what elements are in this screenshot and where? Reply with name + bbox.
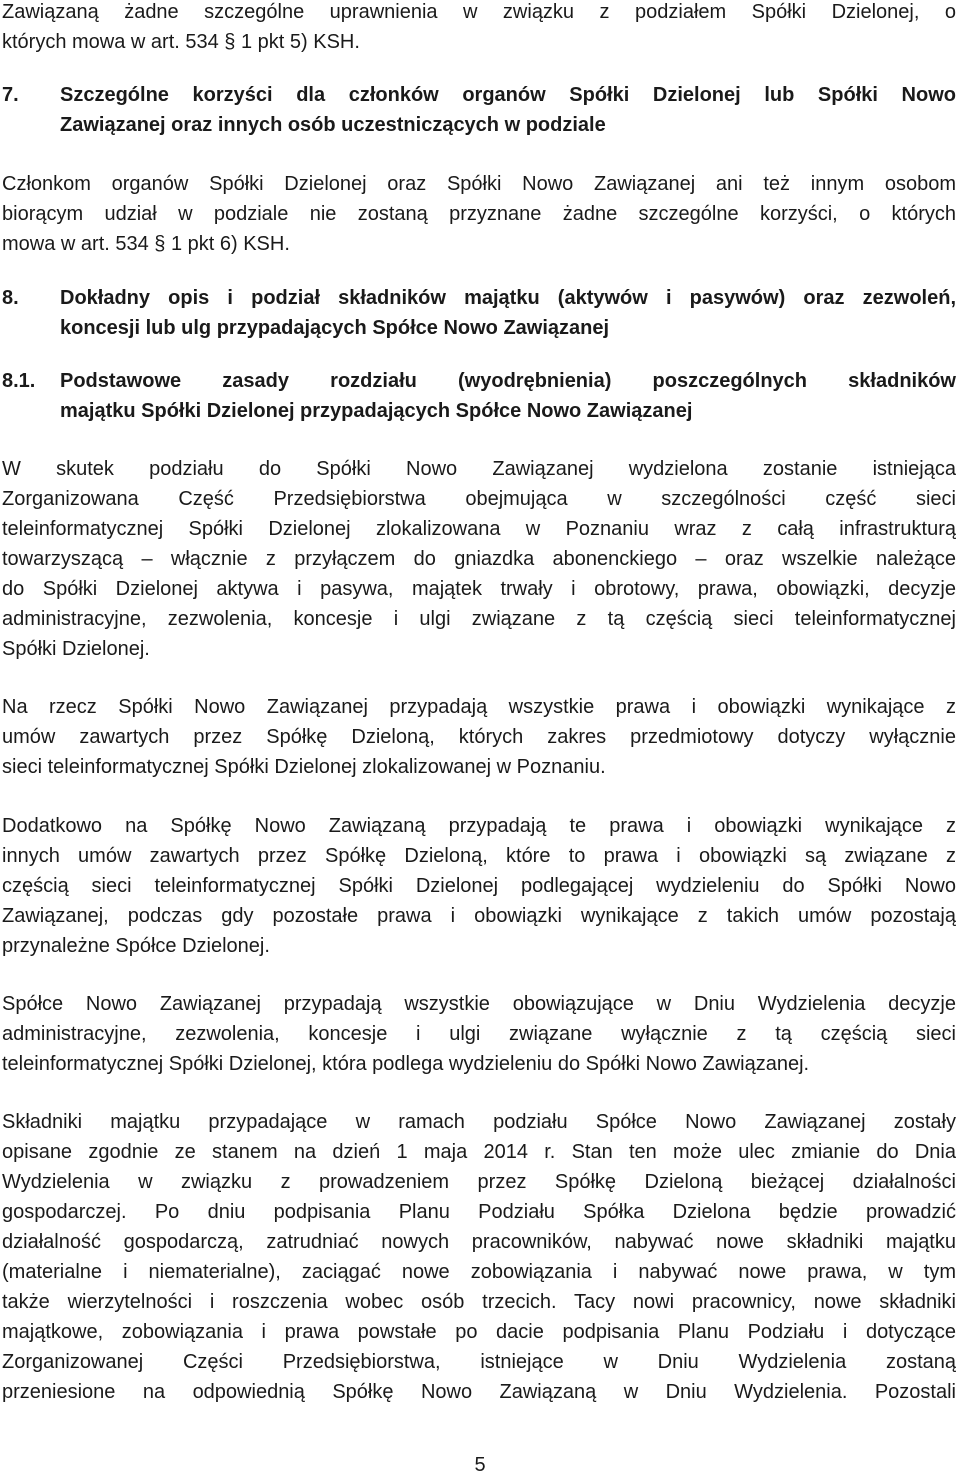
text-line: Na rzecz Spółki Nowo Zawiązanej przypadają wszystkie prawa i obowiązki wynikające z <box>2 696 956 718</box>
text-line: Wydzielenia w związku z prowadzeniem przez Spółkę Dzieloną bieżącej działalności <box>2 1171 956 1193</box>
text-line: Spółki Dzielonej. <box>2 638 150 660</box>
text-line: sieci teleinformatycznej Spółki Dzielonej zlokalizowanej w Poznaniu. <box>2 756 606 778</box>
text-line: Członkom organów Spółki Dzielonej oraz Spółki Nowo Zawiązanej ani też innym osobom <box>2 173 956 195</box>
text-line: innych umów zawartych przez Spółkę Dzieloną, które to prawa i obowiązki są związane z <box>2 845 956 867</box>
section-heading: koncesji lub ulg przypadających Spółce Nowo Zawiązanej <box>60 317 610 339</box>
page-number: 5 <box>474 1454 486 1476</box>
section-heading: Dokładny opis i podział składników majątku (aktywów i pasywów) oraz zezwoleń, <box>60 287 956 309</box>
text-line: do Spółki Dzielonej aktywa i pasywa, majątek trwały i obrotowy, prawa, obowiązki, decyzje <box>2 578 956 600</box>
text-line: teleinformatycznej Spółki Dzielonej zlokalizowana w Poznaniu wraz z całą infrastrukturą <box>2 518 956 540</box>
text-line: przeniesione na odpowiednią Spółkę Nowo Zawiązaną w Dniu Wydzielenia. Pozostali <box>2 1381 956 1403</box>
text-line: biorącym udział w podziale nie zostaną przyznane żadne szczególne korzyści, o których <box>2 203 956 225</box>
text-line: przynależne Spółce Dzielonej. <box>2 935 270 957</box>
text-line: częścią sieci teleinformatycznej Spółki Dzielonej podlegającej wydzieleniu do Spółki Nowo <box>2 875 956 897</box>
text-line: W skutek podziału do Spółki Nowo Zawiązanej wydzielona zostanie istniejąca <box>2 458 956 480</box>
text-line: gospodarczej. Po dniu podpisania Planu Podziału Spółka Dzielona będzie prowadzić <box>2 1201 956 1223</box>
section-number: 7. <box>2 84 19 106</box>
text-line: administracyjne, zezwolenia, koncesje i ulgi związane z tą częścią sieci teleinformatycznej <box>2 608 956 630</box>
text-line: opisane zgodnie ze stanem na dzień 1 maja 2014 r. Stan ten może ulec zmianie do Dnia <box>2 1141 956 1163</box>
text-line: mowa w art. 534 § 1 pkt 6) KSH. <box>2 233 290 255</box>
text-line: także wierzytelności i roszczenia wobec osób trzecich. Tacy nowi pracownicy, nowe składniki <box>2 1291 956 1313</box>
section-heading: Zawiązanej oraz innych osób uczestniczących w podziale <box>60 114 606 136</box>
section-number: 8.1. <box>2 370 36 392</box>
text-line: Składniki majątku przypadające w ramach podziału Spółce Nowo Zawiązanej zostały <box>2 1111 956 1133</box>
section-number: 8. <box>2 287 19 309</box>
text-line: Dodatkowo na Spółkę Nowo Zawiązaną przypadają te prawa i obowiązki wynikające z <box>2 815 956 837</box>
text-line: umów zawartych przez Spółkę Dzieloną, których zakres przedmiotowy dotyczy wyłącznie <box>2 726 956 748</box>
text-line: Zorganizowanej Części Przedsiębiorstwa, istniejące w Dniu Wydzielenia zostaną <box>2 1351 956 1373</box>
text-line: Zawiązaną żadne szczególne uprawnienia w związku z podziałem Spółki Dzielonej, o <box>2 1 956 23</box>
section-heading: Szczególne korzyści dla członków organów Spółki Dzielonej lub Spółki Nowo <box>60 84 956 106</box>
text-line: teleinformatycznej Spółki Dzielonej, która podlega wydzieleniu do Spółki Nowo Zawiązanej. <box>2 1053 810 1075</box>
section-heading: Podstawowe zasady rozdziału (wyodrębnienia) poszczególnych składników <box>60 370 956 392</box>
text-line: Zorganizowana Część Przedsiębiorstwa obejmująca w szczególności część sieci <box>2 488 956 510</box>
text-line: działalność gospodarczą, zatrudniać nowych pracowników, nabywać nowe składniki majątku <box>2 1231 956 1253</box>
text-line: towarzyszącą – włącznie z przyłączem do gniazdka abonenckiego – oraz wszelkie należące <box>2 548 956 570</box>
text-line: Spółce Nowo Zawiązanej przypadają wszystkie obowiązujące w Dniu Wydzielenia decyzje <box>2 993 956 1015</box>
text-line: których mowa w art. 534 § 1 pkt 5) KSH. <box>2 31 360 53</box>
text-line: administracyjne, zezwolenia, koncesje i ulgi związane wyłącznie z tą częścią sieci <box>2 1023 956 1045</box>
text-line: (materialne i niematerialne), zaciągać nowe zobowiązania i nabywać nowe prawa, w tym <box>2 1261 956 1283</box>
text-line: Zawiązanej, podczas gdy pozostałe prawa i obowiązki wynikające z takich umów pozostają <box>2 905 956 927</box>
text-line: majątkowe, zobowiązania i prawa powstałe po dacie podpisania Planu Podziału i dotyczące <box>2 1321 956 1343</box>
section-heading: majątku Spółki Dzielonej przypadających Spółce Nowo Zawiązanej <box>60 400 693 422</box>
